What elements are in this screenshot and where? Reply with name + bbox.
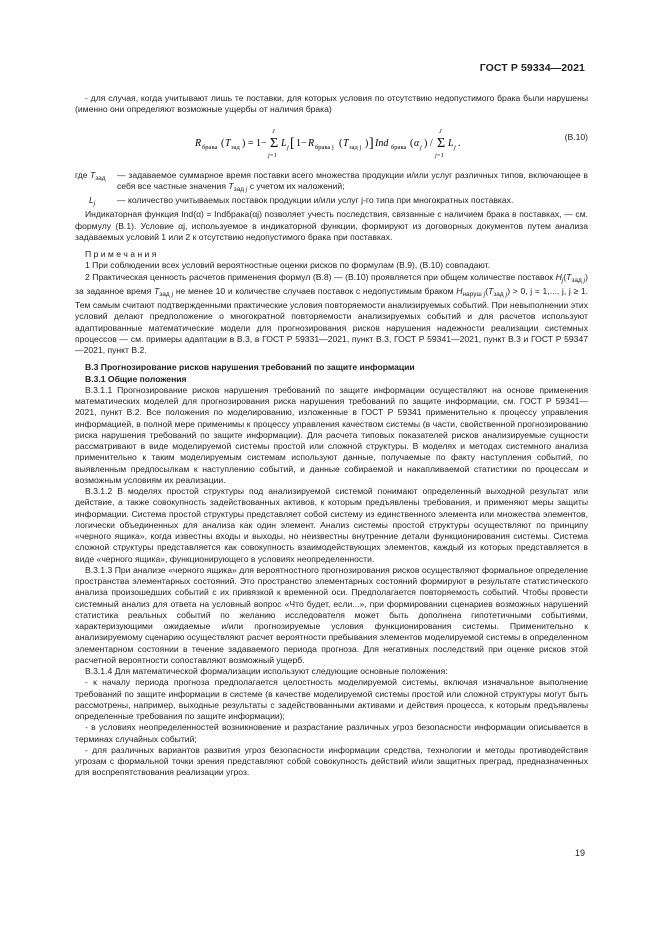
- svg-text:]: ]: [369, 135, 374, 151]
- body-text: [75, 93, 588, 779]
- svg-text:.: .: [458, 137, 461, 149]
- svg-text:Σ: Σ: [270, 135, 279, 151]
- paragraph-b311: B.3.1.1 Прогнозирование рисков нарушения требований по защите информации осуществляют на основе применения математических моделей для прогнозирования риска нарушения требований по защите информации, см. ГОСТ Р 59341—2021, пункт B.2. Все положения по моделированию, изложенные в ГОСТ Р 59341 применительно к процессу управления информацией, в полной мере применимы к процессу управления качеством системы (в части, свойственной прогнозированию риска нарушения требований по защите информации). Для расчета типовых показателей рисков анализируемые сущности рассматривают в виде моделируемой системы простой или сложной структуры. В моделях и методах системного анализа применительно к таким моделируемым системам используют данные, получаемые по факту наступления событий, по выявленным предпосылкам к наступлению событий, и данные собираемой и накапливаемой статистики по процессам и возможным условиям их реализации.: [75, 384, 588, 485]
- svg-text:1−: 1−: [296, 137, 307, 149]
- svg-text:) = 1−: ) = 1−: [242, 137, 267, 149]
- note-1: 1 При соблюдении всех условий вероятностные оценки рисков по формулам (B.9), (B.10) совпадают.: [85, 260, 491, 271]
- bullet-3: - для различных вариантов развития угроз безопасности информации средства, технологии и методы противодействия угрозам с формальной точки зрения представляют собой совокупность действий и/или защитных преград, предназначенных для воспрепятствования реализации угроз.: [75, 744, 588, 778]
- bullet-2: - в условиях неопределенностей возникновение и разрастание различных угроз безопасности информации описывается в терминах случайных событий;: [75, 722, 588, 744]
- symbol-l-j: $L_j$: [89, 195, 96, 207]
- paragraph-b313: B.3.1.3 При анализе «черного ящика» для вероятностного прогнозирования рисков осуществляют формальное определение пространства элементарных состояний. Это пространство элементарных состояний формируют в результате статистического анализа произошедших событий с их привязкой к временной оси. Предполагается повторяемость событий. Чтобы провести системный анализ для ответа на условный вопрос «Что будет, если...», при формировании сценариев возможных нарушений статистика реальных событий по желанию исследователя может быть дополнена гипотетичными событиями, характеризующими ожидаемые и/или прогнозируемые условия функционирования системы. Применительно к анализируемому сценарию осуществляют расчет вероятности пребывания элементов моделируемой системы в определенном элементарном состоянии в течение задаваемого периода прогноза. Для негативных последствий при оценке рисков этой расчетной вероятности сопоставляют возможный ущерб.: [75, 564, 588, 665]
- svg-text:j: j: [454, 143, 456, 151]
- svg-text:j: j: [420, 143, 422, 151]
- svg-text:L: L: [448, 137, 454, 149]
- svg-text:j=1: j=1: [268, 152, 277, 159]
- section-title: B.3 Прогнозирование рисков нарушения требований по защите информации: [85, 362, 415, 373]
- notes-block: [75, 249, 588, 356]
- indicator-paragraph: Индикаторная функция Ind(α) = Indбрака(αj) позволяет учесть последствия, связанные с наличием брака в поставках, — см. формулу (B.1). Условие αj, используемое в индикаторной функции, формируют из договорных документов путем анализа задаваемых условий 1 или 2 к отсутствию недопустимого брака при поставках.: [75, 209, 588, 242]
- svg-text:брака: брака: [391, 143, 407, 151]
- svg-text:(: (: [221, 137, 225, 149]
- symbol-t-zad: где $T_{зад}$: [75, 169, 106, 182]
- svg-text:J: J: [439, 128, 442, 135]
- subsection-title: B.3.1 Общие положения: [85, 373, 187, 384]
- notes-title: П р и м е ч а н и я: [85, 249, 157, 259]
- standard-header: ГОСТ Р 59334—2021: [479, 62, 585, 74]
- svg-text:Ind: Ind: [375, 137, 389, 149]
- svg-text:Σ: Σ: [437, 135, 446, 151]
- svg-text:L: L: [281, 137, 287, 149]
- note-2: 2 Практическая ценность расчетов применения формул (B.8) — (B.10) проявляется при общем количестве поставок $H_j(T_{зад j})$ за заданное время $T_{зад j}$ не менее 10 и количестве случаев поставок с недопустимым браком $H_{наруш j}(T_{зад j}) > 0$, j = 1,..., j, j ≥ 1. Тем самым считают подтвержденными практические условия повторяемости анализируемых событий. При невыполнении этих условий делают предположение о многократной повторяемости анализируемых событий и для расчетов используют адаптированные математические модели для прогнозирования рисков нарушения надежности реализации системных процессов — см. примеры адаптации в B.3, в ГОСТ Р 59331—2021, пункт B.3, ГОСТ Р 59341—2021, пункт B.3 и ГОСТ Р 59347—2021, пункт B.2.: [75, 271, 589, 355]
- svg-text:R: R: [308, 137, 315, 149]
- svg-text:T: T: [343, 137, 349, 149]
- paragraph-b314: B.3.1.4 Для математической формализации используют следующие основные положения:: [85, 666, 448, 676]
- svg-text:j: j: [287, 143, 289, 151]
- formula-b10: [75, 120, 588, 164]
- svg-text:) /: ) /: [424, 137, 433, 149]
- svg-text:(: (: [410, 137, 414, 149]
- bullet-1: - к началу периода прогноза предполагается целостность моделируемой системы, включая изначальное выполнение требований по защите информации в системе (в качестве моделируемой системы простой или сложной структуры могут быть рассмотрены, например, выходные результаты с задействованными активами и действия процесса, к которым предъявлены определенные требования по защите информации);: [75, 677, 588, 721]
- svg-text:J: J: [272, 128, 275, 135]
- svg-text:зад j: зад j: [349, 143, 362, 151]
- formula-graphic: [195, 120, 485, 164]
- svg-text:(: (: [339, 137, 343, 149]
- formula-number: (B.10): [564, 131, 588, 142]
- svg-text:j=1: j=1: [435, 152, 444, 159]
- svg-text:брака j: брака j: [315, 143, 334, 151]
- svg-text:): ): [365, 137, 369, 149]
- svg-text:T: T: [225, 137, 231, 149]
- definitions-block: где $T_{зад}$ — задаваемое суммарное время поставки всего множества продукции и/или услуг различных типов, включающее в себя все частные значения $T_{зад j}$ с учетом их наложений; $L_j$ — количество учитываемых поставок продукции и/или услуг j-го типа при многократных поставках.: [75, 170, 588, 210]
- svg-text:[: [: [290, 135, 295, 151]
- paragraph-b312: B.3.1.2 В моделях простой структуры под анализируемой системой понимают определенный выходной результат или действие, а также совокупность задействованных активов, к которым предъявлены требования, и применяют меры защиты информации. Система простой структуры представляет собой систему из единственного элемента или множества элементов, логически объединенных для анализа как один элемент. Анализ системы простой структуры осуществляют по принципу «черного ящика», когда известны входы и выходы, но неизвестны внутренние детали функционирования системы. Система сложной структуры представляется как совокупность взаимодействующих элементов, каждый из которых представляется в виде «черного ящика», функционирующего в условиях неопределенности.: [75, 486, 588, 564]
- svg-text:R: R: [195, 137, 202, 149]
- svg-text:зад: зад: [231, 143, 240, 151]
- svg-text:брака: брака: [202, 143, 218, 151]
- svg-text:α: α: [414, 137, 420, 149]
- page-number: 19: [575, 848, 586, 858]
- intro-paragraph: - для случая, когда учитывают лишь те поставки, для которых условия по отсутствию недопустимого брака были нарушены (именно они определяют возможные ущербы от наличия брака): [75, 93, 588, 115]
